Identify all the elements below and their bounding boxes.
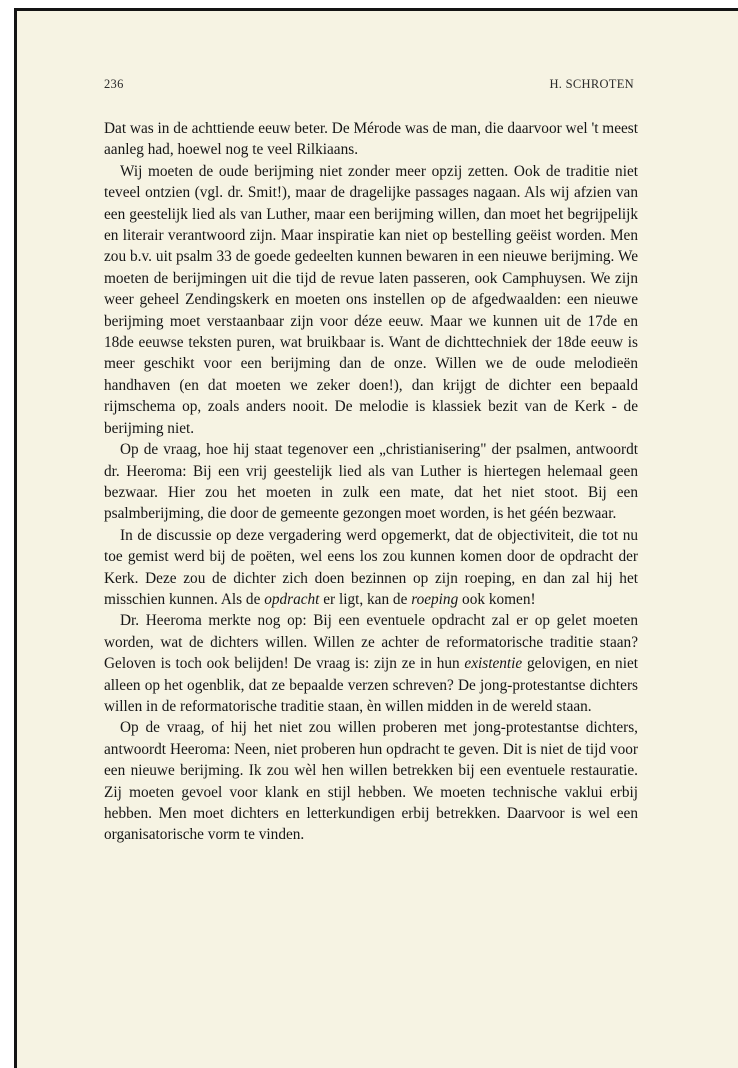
paragraph: Op de vraag, hoe hij staat tegenover een „christianisering" der psalmen, antwoordt dr. Heeroma: Bij een vrij geestelijk lied als van Luther is hiertegen helemaal geen bezwaar. Hier zou het moeten in zulk een mate, dat het niet stoot. Bij een psalmberijming, die door de gemeente gezongen moet worden, is het géén bezwaar.	[104, 441, 638, 523]
paragraph: Op de vraag, of hij het niet zou willen proberen met jong-protestantse dichters, antwoordt Heeroma: Neen, niet proberen hun opdracht te geven. Dit is niet de tijd voor een nieuwe berijming. Ik zou wèl hen willen betrekken bij een eventuele restauratie. Zij moeten gevoel voor klank en stijl hebben. We moeten technische vaklui erbij hebben. Men moet dichters en letterkundigen erbij betrekken. Daarvoor is wel een organisatorische vorm te vinden.	[104, 719, 638, 844]
text-run: gelovigen, en niet alleen op het ogenblik, dat ze bepaalde verzen schreven? De jong-protestantse dichters willen in de reformatorische traditie staan, èn willen midden in de wereld staan.	[104, 655, 638, 715]
page-number: 236	[104, 77, 124, 91]
emphasis: roeping	[411, 590, 459, 608]
text-run: In de discussie op deze vergadering werd opgemerkt, dat de objectiviteit, die tot nu toe gemist werd bij de poëten, wel eens los zou kunnen komen door de opdracht der Kerk. Deze zou de dichter zich doen bezinnen op zijn roeping, en dan zal hij het misschien kunnen. Als de	[104, 526, 638, 608]
emphasis: opdracht	[264, 590, 320, 608]
text-run: ook komen!	[458, 590, 536, 608]
paragraph	[104, 610, 638, 717]
paragraph	[104, 525, 638, 611]
text-run: Dr. Heeroma merkte nog op: Bij een eventuele opdracht zal er op gelet moeten worden, wat de dichters willen. Willen ze achter de reformatorische traditie staan? Geloven is toch ook belijden! De vraag is: zijn ze in hun	[104, 612, 638, 673]
paragraph: Wij moeten de oude berijming niet zonder meer opzij zetten. Ook de traditie niet teveel ontzien (vgl. dr. Smit!), maar de dragelijke passages nagaan. Als wij afzien van een geestelijk lied als van Luther, maar een berijming willen, dan moet het begrijpelijk en literair verantwoord zijn. Maar inspiratie kan niet op bestelling geëist worden. Men zou b.v. uit psalm 33 de goede gedeelten kunnen bewaren in een nieuwe berijming. We moeten de berijmingen uit die tijd de revue laten passeren, ook Camphuysen. We zijn weer geheel Zendingskerk en moeten ons instellen op de afgedwaalden: een nieuwe berijming moet verstaanbaar zijn voor déze eeuw. Maar we kunnen uit de 17de en 18de eeuwse teksten puren, wat bruikbaar is. Want de dichttechniek der 18de eeuw is meer geschikt voor een berijming dan de onze. Willen we de oude melodieën handhaven (en dat moeten we zeker doen!), dan krijgt de dichter een bepaald rijmschema op, zoals anders nooit. De melodie is klassiek bezit van de Kerk - de berijming niet.	[104, 162, 638, 437]
text-run: er ligt, kan de	[319, 590, 412, 608]
body-text	[104, 118, 638, 846]
paragraph: Dat was in de achttiende eeuw beter. De Mérode was de man, die daarvoor wel 't meest aanleg had, hoewel nog te veel Rilkiaans.	[104, 120, 638, 159]
emphasis: existentie	[464, 655, 523, 673]
running-head: H. SCHROTEN	[549, 77, 634, 91]
